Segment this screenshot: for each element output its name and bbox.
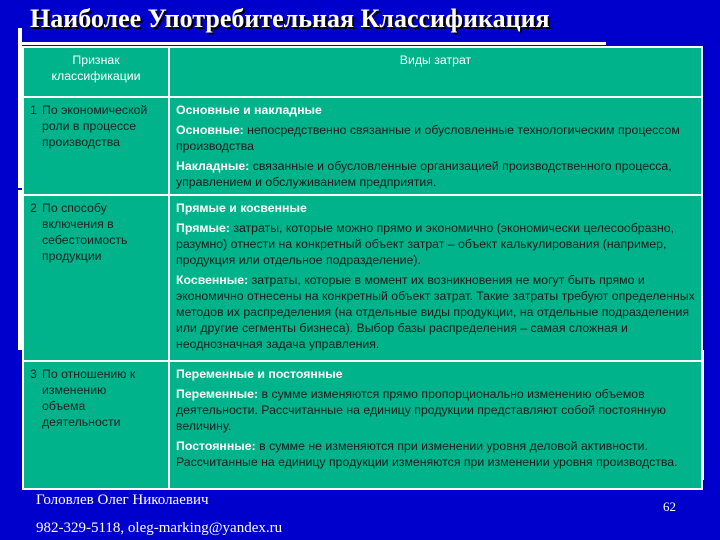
cost-type-item (176, 158, 695, 190)
cost-type-term: Косвенные: (176, 273, 249, 287)
cost-type-item (176, 122, 695, 154)
cost-type-term: Переменные: (176, 387, 259, 401)
cost-type-item (176, 272, 695, 352)
cost-type-term: Постоянные: (176, 439, 256, 453)
cost-type-heading: Прямые и косвенные (176, 201, 307, 215)
cost-types-cell (169, 195, 702, 361)
criterion-cell (23, 97, 169, 195)
row-number: 1 (30, 103, 37, 117)
cost-types-cell (169, 97, 702, 195)
author-name: Головлев Олег Николаевич (36, 492, 209, 508)
criterion-text: По отношению к изменению объема деятельности (42, 367, 136, 429)
cost-type-description: связанные и обусловленные организацией производственного процесса, управлением и обслуживанием предприятия. (176, 159, 672, 189)
header-criterion: Признак классификации (23, 47, 169, 97)
cost-type-item (176, 220, 695, 268)
cost-type-description: в сумме не изменяются при изменении уровня деловой активности. Рассчитанные на единицу продукции изменяются при изменении уровня производства. (176, 439, 678, 469)
cost-type-description: в сумме изменяются прямо пропорционально изменению объемов деятельности. Рассчитанные на единицу продукции представляют собой постоянную величину. (176, 387, 666, 433)
table-row (23, 195, 702, 361)
table-header-row (23, 47, 702, 97)
cost-type-description: затраты, которые можно прямо и экономично (экономически целесообразно, разумно) отнести на конкретный объект затрат – объект калькулирования (например, продукция или отдельное подразделение). (176, 221, 675, 267)
cost-type-item (176, 386, 695, 434)
cost-type-item (176, 438, 695, 470)
row-number: 2 (30, 201, 37, 215)
cost-type-description: непосредственно связанные и обусловленные технологическим процессом производства (176, 123, 680, 153)
cost-type-term: Прямые: (176, 221, 230, 235)
cost-type-term: Накладные: (176, 159, 250, 173)
cost-type-description: затраты, которые в момент их возникновения не могут быть прямо и экономично отнесены на конкретный объект затрат. Такие затраты требуют определенных методов их распределения (на отдельные виды продукции, на отдельные подразделения или другие сегменты бизнеса). Выбор базы распределения – самая сложная и неоднозначная задача управления. (176, 273, 695, 351)
criterion-cell (23, 361, 169, 489)
row-number: 3 (30, 367, 37, 381)
criterion-cell (23, 195, 169, 361)
title-underline (18, 42, 606, 45)
table-row (23, 97, 702, 195)
criterion-text: По способу включения в себестоимость продукции (42, 201, 128, 263)
cost-types-cell (169, 361, 702, 489)
author-contact: 982-329-5118, oleg-marking@yandex.ru (36, 520, 283, 536)
slide-title: Наиболее Употребительная Классификация (30, 4, 550, 33)
cost-type-heading: Переменные и постоянные (176, 367, 343, 381)
classification-table (22, 46, 703, 490)
cost-type-heading: Основные и накладные (176, 103, 322, 117)
table-row (23, 361, 702, 489)
cost-type-term: Основные: (176, 123, 244, 137)
page-number: 62 (663, 499, 676, 514)
criterion-text: По экономической роли в процессе производства (42, 103, 148, 149)
header-cost-types: Виды затрат (169, 47, 702, 97)
